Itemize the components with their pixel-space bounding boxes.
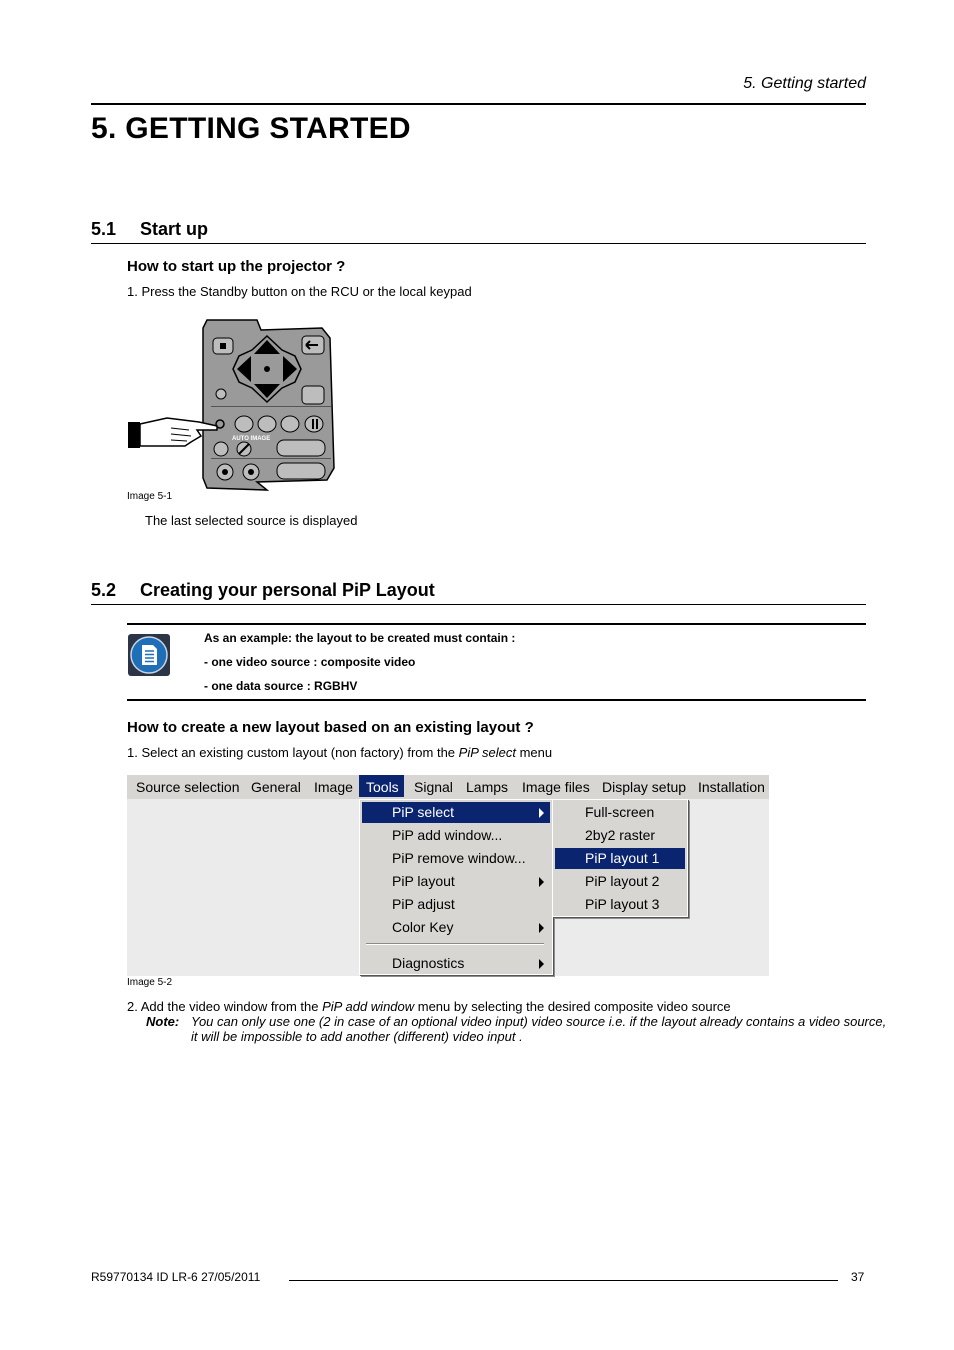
header-rule: [91, 103, 866, 105]
note-bottom-rule: [127, 699, 866, 701]
menu-item-label: PiP remove window...: [392, 850, 526, 866]
menu-separator: [366, 943, 544, 945]
menu-image[interactable]: Image: [314, 779, 353, 795]
menu-source-selection[interactable]: Source selection: [136, 779, 240, 795]
menu-reference: PiP add window: [322, 999, 415, 1014]
menu-item-pip-remove-window[interactable]: [362, 848, 550, 869]
note-line: - one video source : composite video: [204, 655, 416, 669]
page-number: 37: [851, 1270, 865, 1284]
menu-item-label: PiP select: [392, 804, 454, 820]
image-caption: Image 5-2: [127, 977, 173, 988]
auto-image-label: AUTO IMAGE: [232, 436, 271, 442]
menu-reference: PiP select: [458, 745, 516, 760]
running-header: 5. Getting started: [743, 75, 866, 92]
subheading: How to start up the projector ?: [127, 258, 346, 275]
section-rule: [91, 243, 866, 244]
menu-general[interactable]: General: [251, 779, 301, 795]
tools-dropdown: [359, 799, 553, 975]
note-line: it will be impossible to add another (different) video input .: [191, 1029, 523, 1044]
menu-installation[interactable]: Installation: [698, 779, 765, 795]
submenu-item-pip-layout-3[interactable]: [555, 894, 685, 915]
menu-item-label: PiP add window...: [392, 827, 503, 843]
submenu-arrow-icon: [539, 923, 544, 933]
note-line: You can only use one (2 in case of an optional video input) video source i.e. if the layout already contains a video source,: [191, 1014, 887, 1029]
note-label: Note:: [146, 1014, 180, 1029]
section-number: 5.1: [91, 219, 117, 239]
menu-image-files[interactable]: Image files: [522, 779, 590, 795]
menu-item-color-key[interactable]: [362, 917, 550, 938]
footer-rule: [289, 1280, 838, 1281]
submenu-arrow-icon: [539, 808, 544, 818]
submenu-item-full-screen[interactable]: [555, 802, 685, 823]
footer-doc-id: R59770134 ID LR-6 27/05/2011: [91, 1270, 261, 1284]
menu-display-setup[interactable]: Display setup: [602, 779, 687, 795]
note-line: As an example: the layout to be created must contain :: [204, 631, 516, 645]
subheading: How to create a new layout based on an existing layout ?: [127, 719, 534, 736]
submenu-arrow-icon: [539, 877, 544, 887]
submenu-item-2by2-raster[interactable]: [555, 825, 685, 846]
section-title: Creating your personal PiP Layout: [140, 580, 435, 600]
section-rule: [91, 604, 866, 605]
info-note-icon: [128, 634, 170, 676]
menu-item-label: 2by2 raster: [585, 827, 656, 843]
image-caption: Image 5-1: [127, 491, 173, 502]
menu-item-label: PiP layout 3: [585, 896, 660, 912]
step-2: [127, 999, 731, 1014]
submenu-arrow-icon: [539, 959, 544, 969]
note-top-rule: [127, 623, 866, 625]
submenu-item-pip-layout-1[interactable]: [555, 848, 685, 869]
step-text: 2. Add the video window from the: [127, 999, 323, 1014]
submenu-item-pip-layout-2[interactable]: [555, 871, 685, 892]
menu-item-pip-adjust[interactable]: [362, 894, 550, 915]
menu-item-diagnostics[interactable]: [362, 953, 550, 974]
menu-item-label: PiP adjust: [392, 896, 455, 912]
step-1: [127, 745, 552, 760]
step-1: 1. Press the Standby button on the RCU or the local keypad: [127, 284, 472, 299]
menu-tools[interactable]: Tools: [366, 779, 399, 795]
step-text: 1. Select an existing custom layout (non factory) from the: [127, 745, 459, 760]
menu-signal[interactable]: Signal: [414, 779, 453, 795]
section-number: 5.2: [91, 580, 117, 600]
section-title: Start up: [140, 219, 209, 239]
menu-item-label: Diagnostics: [392, 955, 465, 971]
menubar: [127, 775, 769, 799]
menu-item-label: PiP layout 1: [585, 850, 660, 866]
menu-item-label: Full-screen: [585, 804, 655, 820]
menu-item-pip-add-window[interactable]: [362, 825, 550, 846]
chapter-title: 5. GETTING STARTED: [91, 112, 411, 145]
menu-item-label: PiP layout: [392, 873, 455, 889]
menu-lamps[interactable]: Lamps: [466, 779, 509, 795]
menu-item-label: Color Key: [392, 919, 454, 935]
step-text: menu by selecting the desired composite video source: [414, 999, 731, 1014]
section-heading: [91, 219, 208, 240]
menu-item-pip-layout[interactable]: [362, 871, 550, 892]
note-line: - one data source : RGBHV: [204, 679, 358, 693]
remote-control-illustration: [127, 318, 337, 493]
result-text: The last selected source is displayed: [145, 513, 358, 528]
menu-item-label: PiP layout 2: [585, 873, 660, 889]
section-heading: [91, 580, 435, 601]
pip-select-submenu: [552, 799, 688, 917]
menu-item-pip-select[interactable]: [362, 802, 550, 823]
step-text: menu: [515, 745, 553, 760]
